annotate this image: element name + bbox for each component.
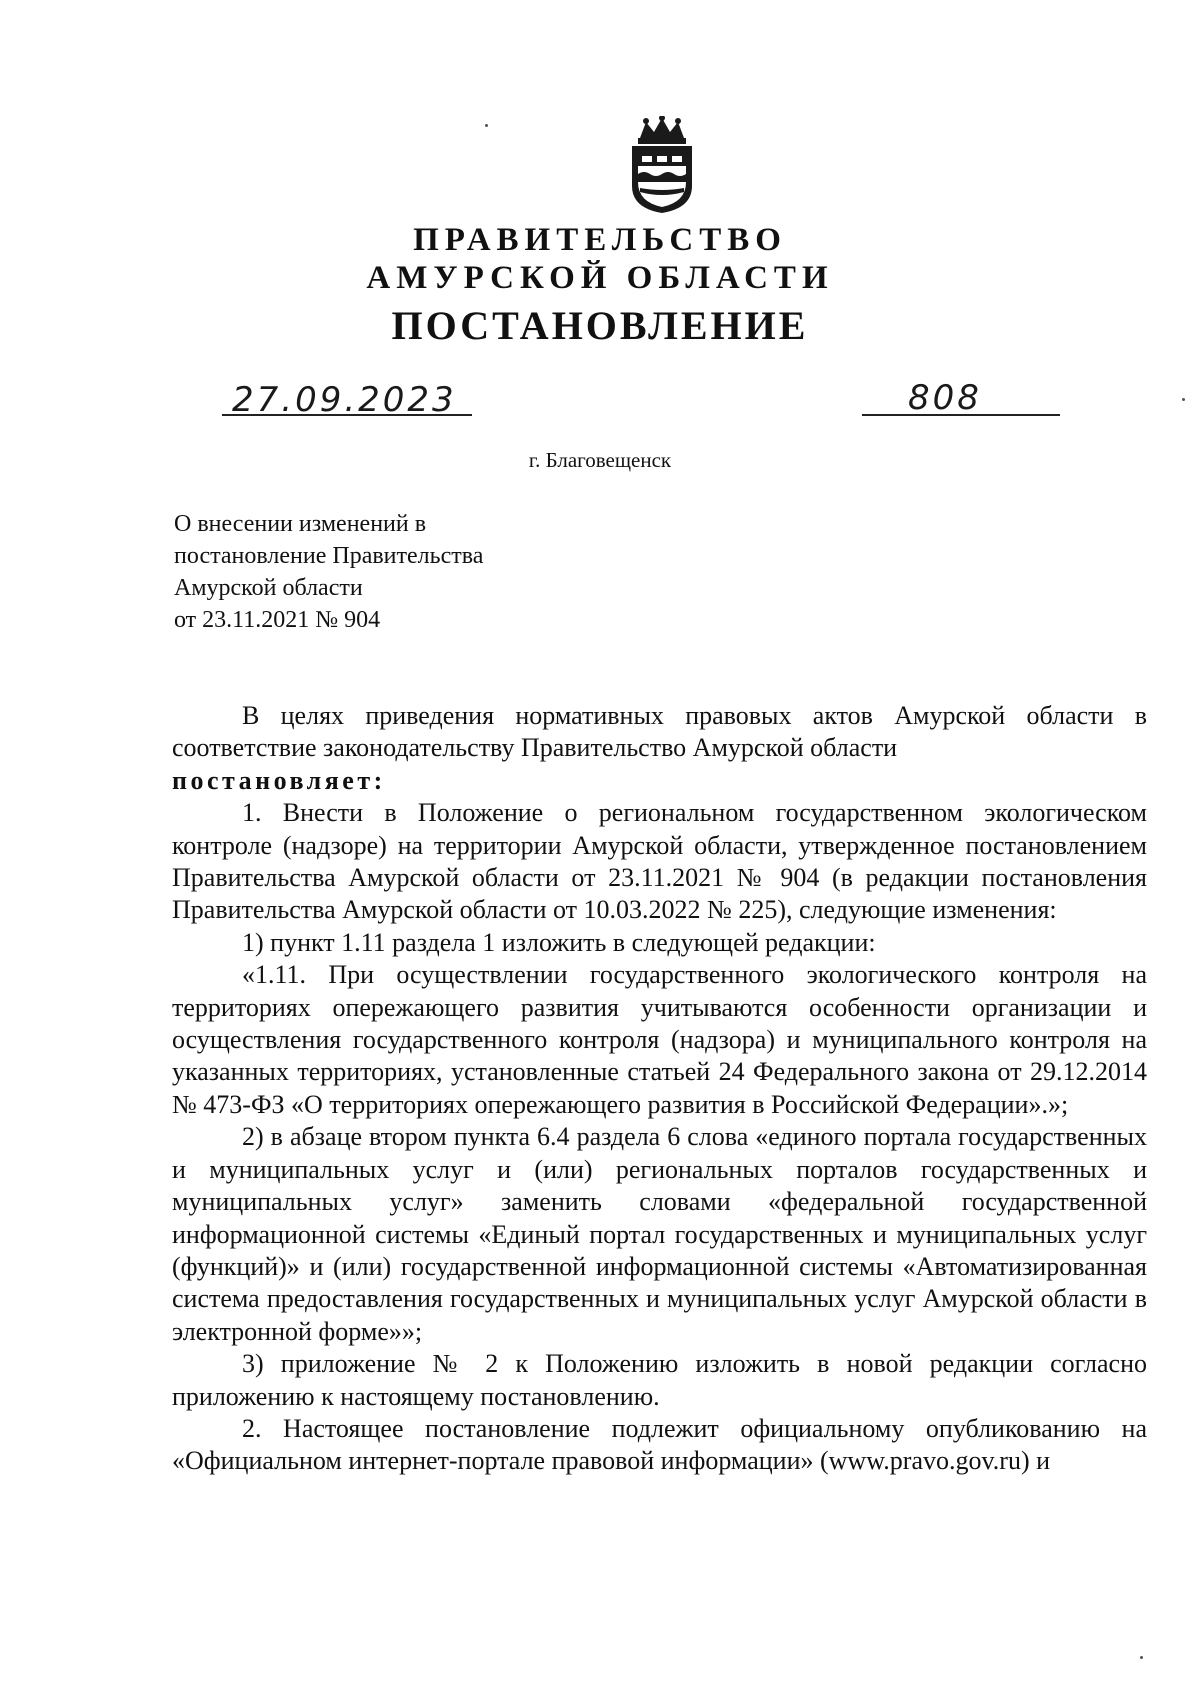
subject-line: О внесении изменений в <box>174 511 427 537</box>
document-date: 27.09.2023 <box>232 380 457 420</box>
preamble-paragraph: В целях приведения нормативных правовых актов Амурской области в соответствие законодательству Правительство Амурской области <box>172 701 1147 763</box>
scan-speck <box>1140 1656 1143 1659</box>
document-subject <box>174 508 694 636</box>
date-underline <box>222 414 472 416</box>
document-body <box>172 700 1147 1478</box>
amur-oblast-coat-of-arms-icon <box>626 116 698 214</box>
scan-speck <box>485 124 488 127</box>
clause-1: 1. Внести в Положение о региональном государственном экологическом контроле (надзоре) на территории Амурской области, утвержденное постановлением Правительства Амурской области от 23.11.2021 № 904 (в редакции постановления Правительства Амурской области от 10.03.2022 № 225), следующие изменения: <box>172 798 1147 925</box>
clause-1-1-quote: «1.11. При осуществлении государственного экологического контроля на территориях опережающего развития учитываются особенности организации и осуществления государственного контроля (надзора) и муниципального контроля на указанных территориях, установленные статьей 24 Федерального закона от 29.12.2014 № 473-ФЗ «О территориях опережающего развития в Российской Федерации».»; <box>172 960 1147 1119</box>
org-name-line2: АМУРСКОЙ ОБЛАСТИ <box>366 260 834 296</box>
number-underline <box>862 414 1060 416</box>
clause-1-1: 1) пункт 1.11 раздела 1 изложить в следующей редакции: <box>242 927 876 957</box>
clause-1-2: 2) в абзаце втором пункта 6.4 раздела 6 слова «единого портала государственных и муниципальных услуг и (или) региональных порталов государственных и муниципальных услуг» заменить словами «федеральной государственной информационной системы «Единый портал государственных и муниципальных услуг (функций)» и (или) государственной информационной системы «Автоматизированная система предоставления государственных и муниципальных услуг Амурской области в электронной форме»»; <box>172 1122 1147 1346</box>
city-name: г. Благовещенск <box>528 448 672 472</box>
clause-2: 2. Настоящее постановление подлежит официальному опубликованию на «Официальном интернет-портале правовой информации» (www.pravo.gov.ru) и <box>172 1413 1147 1476</box>
subject-line: от 23.11.2021 № 904 <box>174 607 381 633</box>
scan-speck <box>1182 398 1185 401</box>
org-name-line1: ПРАВИТЕЛЬСТВО <box>413 222 787 258</box>
clause-1-3: 3) приложение № 2 к Положению изложить в новой редакции согласно приложению к настоящему постановлению. <box>172 1349 1147 1411</box>
decree-word: постановляет: <box>172 765 386 795</box>
subject-line: Амурской области <box>174 575 363 601</box>
document-number: 808 <box>908 378 982 418</box>
subject-line: постановление Правительства <box>174 543 484 569</box>
document-type: ПОСТАНОВЛЕНИЕ <box>391 303 809 348</box>
